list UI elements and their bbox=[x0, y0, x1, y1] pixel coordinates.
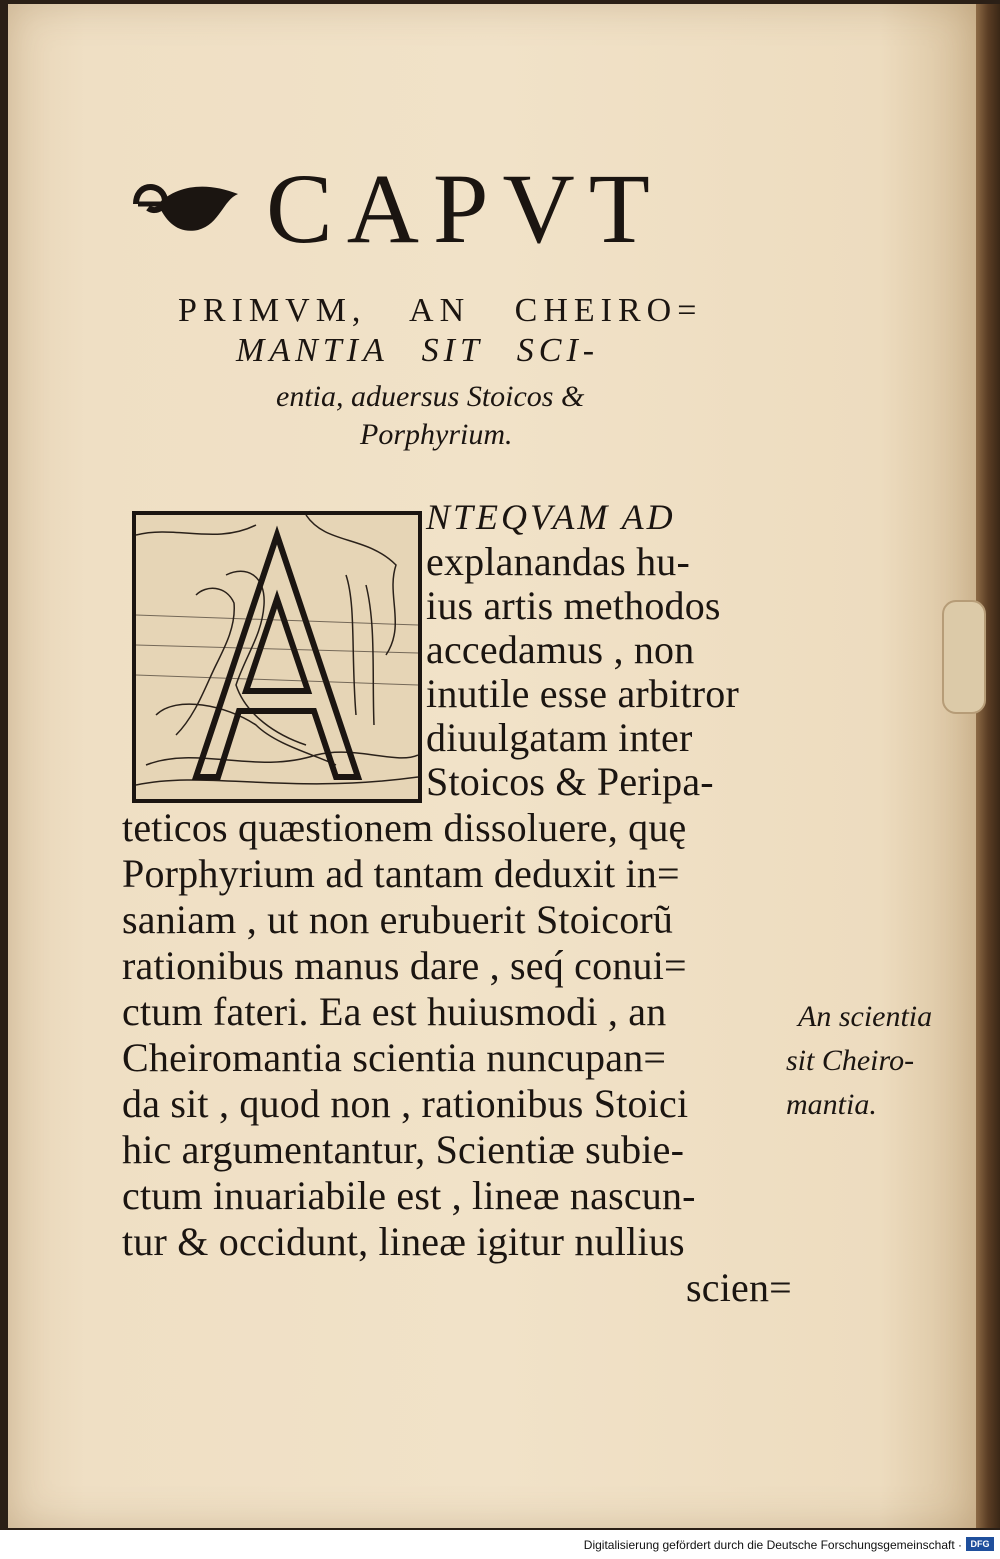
fleuron-ornament-icon bbox=[128, 164, 248, 244]
bleed-through-text bbox=[768, 114, 958, 1374]
chapter-subtitle-line-2: MANTIA SIT SCI- bbox=[236, 332, 600, 369]
woodcut-initial-letter bbox=[132, 511, 422, 803]
chapter-subtitle-line-3: entia, aduersus Stoicos & bbox=[276, 380, 585, 413]
margin-note-line-1: An scientia bbox=[798, 1000, 933, 1033]
book-page bbox=[8, 4, 976, 1528]
body-line-1: NTEQVAM AD bbox=[426, 497, 676, 537]
body-line-12: ctum fateri. Ea est huiusmodi , an bbox=[122, 989, 667, 1034]
body-line-5: inutile esse arbitror bbox=[426, 671, 739, 716]
woodcut-illustration-icon bbox=[136, 515, 418, 799]
body-line-6: diuulgatam inter bbox=[426, 715, 693, 760]
catchword: scien= bbox=[686, 1265, 792, 1310]
chapter-title: CAPVT bbox=[266, 153, 664, 264]
body-line-13: Cheiromantia scientia nuncupan= bbox=[122, 1035, 667, 1080]
book-binding-edge bbox=[976, 4, 1000, 1528]
chapter-heading bbox=[128, 154, 768, 264]
body-line-3: ius artis methodos bbox=[426, 583, 721, 628]
body-line-15: hic argumentantur, Scientiæ subie- bbox=[122, 1127, 685, 1172]
body-line-8: teticos quæstionem dissoluere, quę bbox=[122, 805, 687, 850]
body-line-14: da sit , quod non , rationibus Stoici bbox=[122, 1081, 689, 1126]
chapter-subtitle-line-4: Porphyrium. bbox=[360, 418, 513, 451]
body-line-16: ctum inuariabile est , lineæ nascun- bbox=[122, 1173, 696, 1218]
page-tab bbox=[942, 600, 986, 714]
margin-note-line-2: sit Cheiro- bbox=[786, 1044, 915, 1077]
chapter-subtitle-line-1: PRIMVM, AN CHEIRO= bbox=[178, 292, 703, 329]
footer-credit: Digitalisierung gefördert durch die Deutsche Forschungsgemeinschaft · bbox=[583, 1538, 962, 1552]
body-line-17: tur & occidunt, lineæ igitur nullius bbox=[122, 1219, 685, 1264]
body-line-4: accedamus , non bbox=[426, 627, 695, 672]
body-line-9: Porphyrium ad tantam deduxit in= bbox=[122, 851, 680, 896]
margin-note-line-3: mantia. bbox=[786, 1088, 877, 1121]
body-line-10: saniam , ut non erubuerit Stoicorũ bbox=[122, 897, 674, 942]
body-line-7: Stoicos & Peripa- bbox=[426, 759, 714, 804]
body-line-2: explanandas hu- bbox=[426, 539, 691, 584]
body-line-11: rationibus manus dare , seq́ conui= bbox=[122, 943, 687, 988]
dfg-logo-icon: DFG bbox=[966, 1537, 994, 1551]
digitization-footer bbox=[0, 1530, 1000, 1559]
